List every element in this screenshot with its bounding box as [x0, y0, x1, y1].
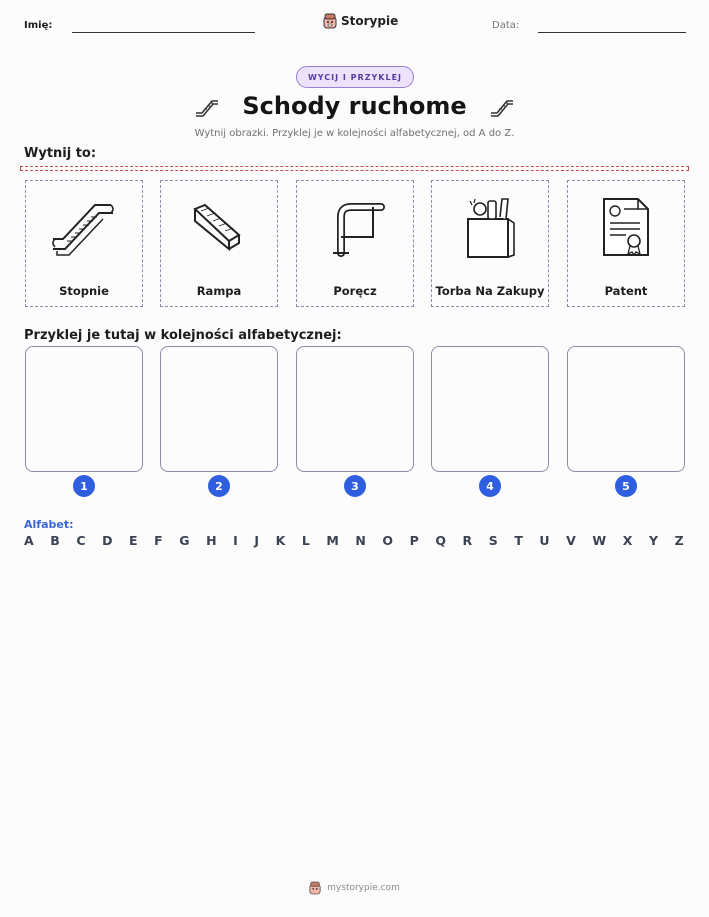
alphabet-letter: C — [76, 533, 86, 548]
alphabet-letter: V — [566, 533, 576, 548]
card-label: Poręcz — [333, 284, 377, 298]
date-label: Data: — [492, 20, 520, 31]
alphabet-letter: A — [24, 533, 34, 548]
slot-number-badge: 1 — [73, 475, 95, 497]
alphabet-letter: R — [462, 533, 473, 548]
paste-slot[interactable] — [431, 346, 549, 472]
brand-name: Storypie — [341, 14, 399, 28]
alphabet-label: Alfabet: — [24, 518, 74, 531]
slot-number-badge: 3 — [344, 475, 366, 497]
cut-card[interactable] — [431, 180, 549, 307]
alphabet-letter: T — [514, 533, 523, 548]
alphabet-letter: U — [539, 533, 550, 548]
alphabet-letter: Y — [648, 533, 658, 548]
brand-logo — [323, 13, 398, 29]
alphabet-letter: S — [488, 533, 498, 548]
page-title — [0, 92, 709, 120]
alphabet-letter: O — [382, 533, 394, 548]
storypie-mascot-icon — [309, 881, 321, 895]
cut-section-title: Wytnij to: — [24, 146, 97, 161]
date-line[interactable] — [538, 32, 686, 33]
alphabet-letter: L — [301, 533, 310, 548]
paste-slot[interactable] — [296, 346, 414, 472]
alphabet-letter: W — [592, 533, 607, 548]
alphabet-letter: I — [233, 533, 238, 548]
ramp-icon — [187, 199, 251, 255]
card-label: Torba Na Zakupy — [435, 284, 545, 298]
slot-number-badge: 5 — [615, 475, 637, 497]
card-label: Patent — [604, 284, 648, 298]
alphabet-letter: N — [355, 533, 366, 548]
slot-number-badge: 2 — [208, 475, 230, 497]
paste-slot[interactable] — [567, 346, 685, 472]
handrail-icon — [323, 197, 387, 257]
alphabet-row — [24, 533, 684, 548]
card-label: Rampa — [196, 284, 242, 298]
alphabet-letter: M — [326, 533, 339, 548]
cut-card[interactable] — [25, 180, 143, 307]
paste-section-title: Przyklej je tutaj w kolejności alfabetycznej: — [24, 328, 342, 343]
alphabet-letter: H — [206, 533, 217, 548]
alphabet-letter: Q — [435, 533, 446, 548]
alphabet-letter: F — [154, 533, 163, 548]
cut-card[interactable] — [296, 180, 414, 307]
alphabet-letter: J — [254, 533, 259, 548]
card-label: Stopnie — [59, 284, 109, 298]
alphabet-letter: K — [275, 533, 286, 548]
escalator-icon — [49, 195, 119, 259]
alphabet-letter: Z — [674, 533, 684, 548]
storypie-mascot-icon — [323, 13, 337, 29]
shopping-bag-icon — [460, 195, 520, 259]
footer-url[interactable]: mystorypie.com — [327, 883, 400, 893]
alphabet-letter: X — [622, 533, 633, 548]
alphabet-letter: E — [129, 533, 138, 548]
instructions: Wytnij obrazki. Przyklej je w kolejności alfabetycznej, od A do Z. — [194, 128, 515, 139]
alphabet-letter: B — [50, 533, 60, 548]
escalator-icon — [194, 95, 220, 117]
name-line[interactable] — [72, 32, 255, 33]
name-label: Imię: — [24, 20, 53, 31]
page-title-text: Schody ruchome — [242, 92, 467, 120]
footer — [0, 881, 709, 895]
cut-card[interactable] — [567, 180, 685, 307]
patent-certificate-icon — [598, 195, 654, 259]
escalator-icon — [489, 95, 515, 117]
alphabet-letter: G — [179, 533, 190, 548]
paste-slot[interactable] — [160, 346, 278, 472]
alphabet-letter: D — [102, 533, 113, 548]
slot-number-badge: 4 — [479, 475, 501, 497]
activity-badge: WYCIJ I PRZYKLEJ — [296, 66, 414, 88]
cut-card[interactable] — [160, 180, 278, 307]
alphabet-letter: P — [409, 533, 419, 548]
paste-slot[interactable] — [25, 346, 143, 472]
cut-line — [20, 166, 689, 171]
